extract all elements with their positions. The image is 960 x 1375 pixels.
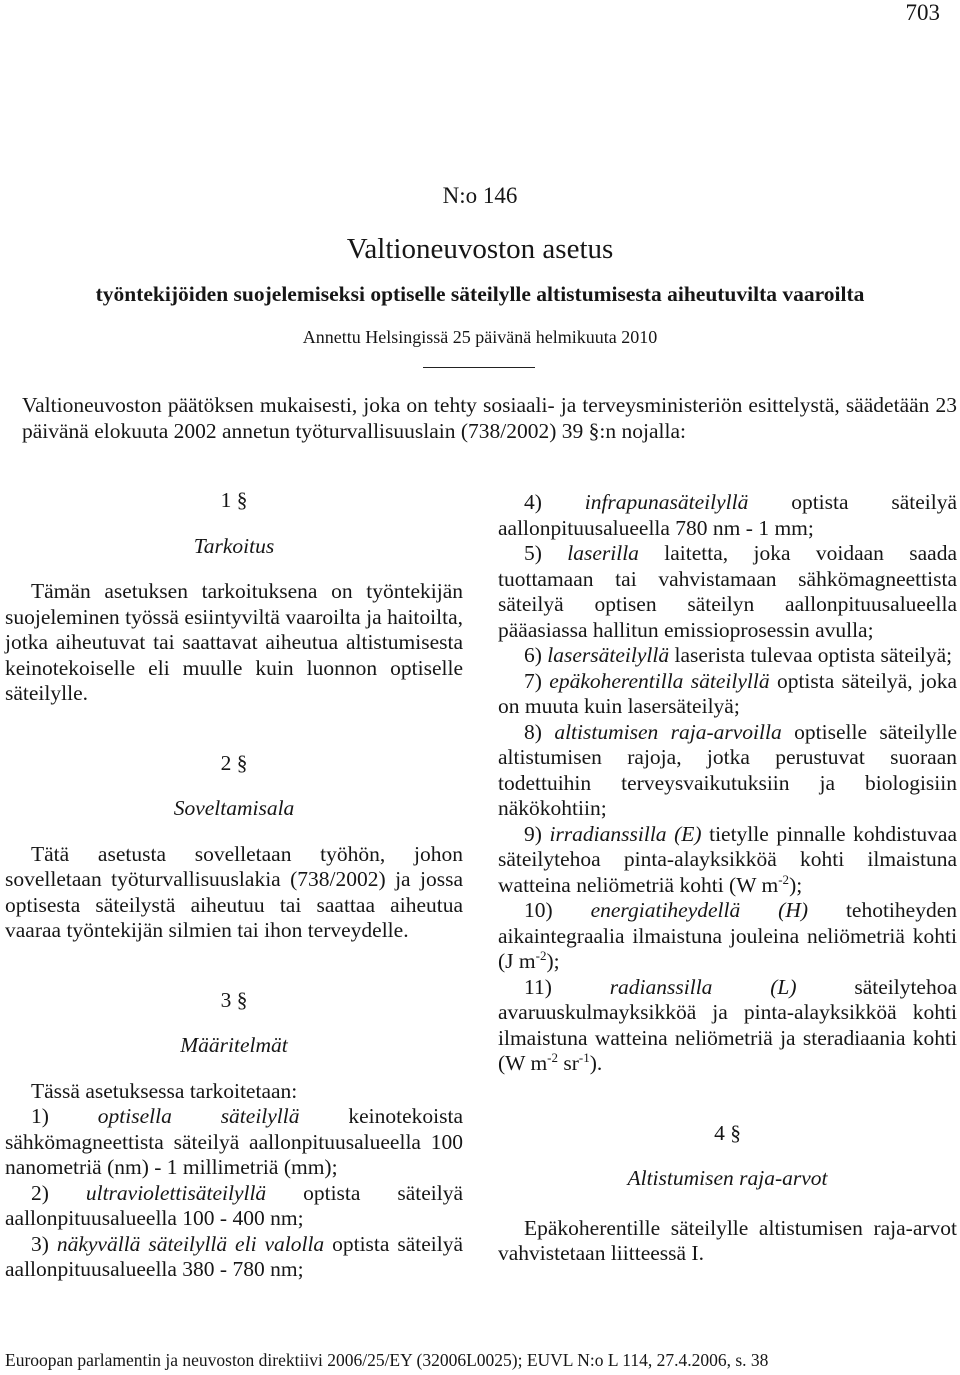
definition-item: 1) optisella säteilyllä keinotekoista sähkömagneettista säteilyä aallonpituusalueella 100 nanometriä (nm) - 1 millimetriä (mm);	[5, 1104, 464, 1179]
section-4-text: Epäkoherentille säteilylle altistumisen raja-arvot vahvistetaan liitteessä I.	[498, 1215, 957, 1265]
footnote: Euroopan parlamentin ja neuvoston direktiivi 2006/25/EY (32006L0025); EUVL N:o L 114, 27.4.2006, s. 38	[5, 1350, 769, 1370]
title-divider	[423, 367, 535, 368]
document-number: N:o 146	[442, 183, 518, 208]
section-3-lead: Tässä asetuksessa tarkoitetaan:	[31, 1078, 298, 1103]
preamble: Valtioneuvoston päätöksen mukaisesti, joka on tehty sosiaali- ja terveysministeriön esittelystä, säädetään 23 päivänä elokuuta 2002 annetun työturvallisuuslain (738/2002) 39 §:n nojalla:	[22, 393, 957, 443]
definition-item: 11) radianssilla (L) säteilytehoa avaruuskulmayksikköä ja pinta-alayksikköä kohti ilmaistuna watteina neliömetriä ja steradiaania kohti (W $m^{-2}$ $sr^{-1}$).	[498, 974, 958, 1075]
section-3-heading: Määritelmät	[180, 1033, 288, 1057]
section-4-number: 4 §	[714, 1120, 741, 1145]
section-2-text: Tätä asetusta sovelletaan työhön, johon sovelletaan työturvallisuuslakia (738/2002) ja jossa optisesta säteilystä aiheutuu tai saattaa aiheutua vaaraa työntekijän silmien tai ihon terveydelle.	[5, 841, 463, 942]
definition-item: 9) irradianssilla (E) tietylle pinnalle kohdistuvaa säteilytehoa pinta-alayksikköä kohti ilmaistuna watteina neliömetriä kohti (W $m^{-2}$);	[498, 821, 958, 897]
document-subtitle: työntekijöiden suojelemiseksi optiselle säteilylle altistumisesta aiheutuvilta vaaroilta	[95, 282, 865, 306]
section-2-heading: Soveltamisala	[173, 796, 295, 820]
document-title: Valtioneuvoston asetus	[346, 233, 614, 265]
definition-item: 8) altistumisen raja-arvoilla optiselle säteilylle altistumisen rajoja, jotka perustuvat suoraan todettuihin terveysvaikutuksiin ja biologisiin näkökohtiin;	[498, 719, 958, 820]
definition-item: 5) laserilla laitetta, joka voidaan saada tuottamaan tai vahvistamaan sähkömagneettista säteilyä optisen säteilyn aallonpituusalueella pääasiassa hallitun emissioprosessin avulla;	[498, 541, 957, 642]
definition-item: 4) infrapunasäteilyllä optista säteilyä aallonpituusalueella 780 nm - 1 mm;	[498, 490, 957, 540]
definition-item: 2) ultraviolettisäteilyllä optista säteilyä aallonpituusalueella 100 - 400 nm;	[5, 1180, 464, 1230]
section-1-number: 1 §	[220, 488, 248, 512]
definition-item: 6) lasersäteilyllä laserista tulevaa optista säteilyä;	[524, 643, 953, 667]
definition-item: 10) energiatiheydellä (H) tehotiheyden aikaintegraalia ilmaistuna jouleina neliömetriä kohti (J $m^{-2}$);	[498, 898, 957, 973]
section-1-text: Tämän asetuksen tarkoituksena on työntekijän suojeleminen työssä esiintyviltä vaaroilta ja haitoilta, jotka aiheutuvat tai saattavat aiheutua altistumisesta keinotekoiselle eli muulle kuin luonnon optiselle säteilylle.	[5, 579, 463, 705]
definition-item: 7) epäkoherentilla säteilyllä optista säteilyä, joka on muuta kuin lasersäteilyä;	[498, 668, 958, 718]
section-3-number: 3 §	[220, 987, 248, 1012]
page-number: 703	[905, 0, 940, 25]
section-1-heading: Tarkoitus	[193, 533, 275, 558]
right-column	[498, 490, 957, 1267]
section-4-heading: Altistumisen raja-arvot	[627, 1166, 828, 1190]
section-2-number: 2 §	[220, 750, 248, 775]
definition-item: 3) näkyvällä säteilyllä eli valolla optista säteilyä aallonpituusalueella 380 - 780 nm;	[5, 1231, 464, 1281]
left-column	[5, 488, 463, 1283]
issued-line: Annettu Helsingissä 25 päivänä helmikuuta 2010	[302, 327, 658, 347]
